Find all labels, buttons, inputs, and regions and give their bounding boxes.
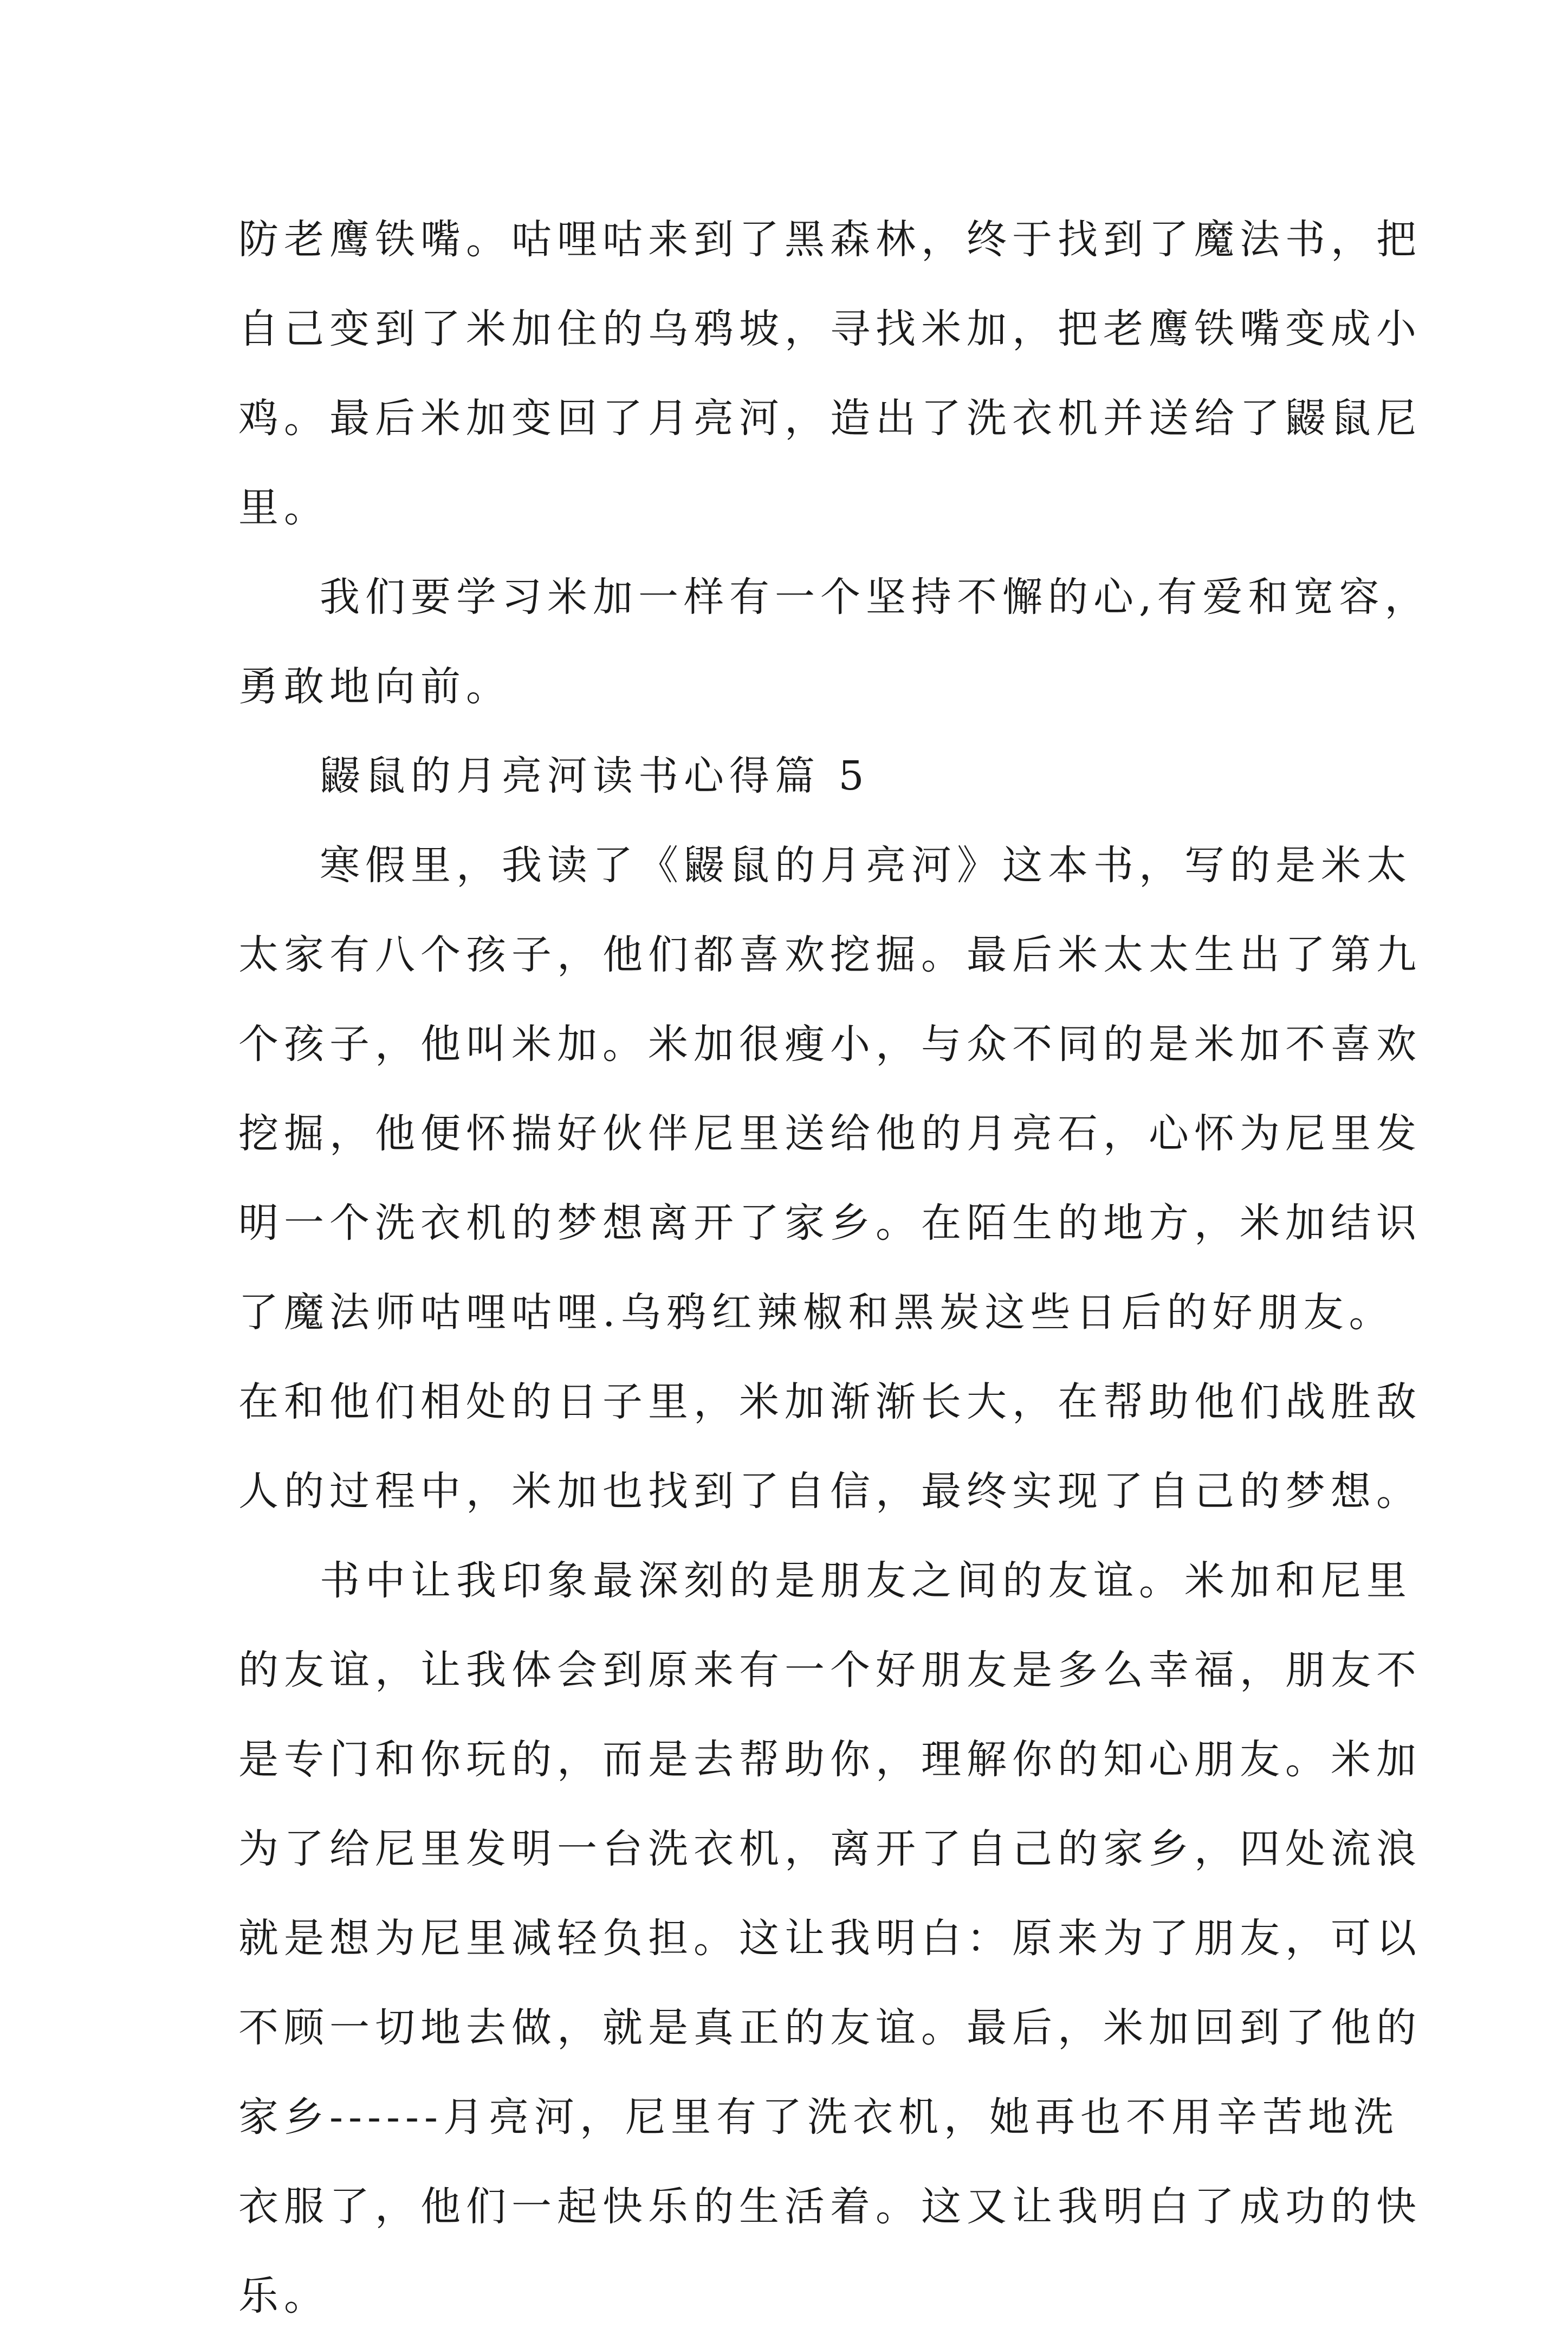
text-line: 的友谊，让我体会到原来有一个好朋友是多么幸福，朋友不 xyxy=(238,1647,1422,1693)
text-line: 在和他们相处的日子里，米加渐渐长大，在帮助他们战胜敌 xyxy=(238,1379,1422,1425)
text-line: 是专门和你玩的，而是去帮助你，理解你的知心朋友。米加 xyxy=(238,1736,1422,1783)
text-line: 太家有八个孩子，他们都喜欢挖掘。最后米太太生出了第九 xyxy=(238,932,1422,978)
text-line: 家乡------月亮河，尼里有了洗衣机，她再也不用辛苦地洗 xyxy=(238,2094,1399,2140)
text-line: 挖掘，他便怀揣好伙伴尼里送给他的月亮石，心怀为尼里发 xyxy=(238,1110,1422,1157)
text-line: 为了给尼里发明一台洗衣机，离开了自己的家乡，四处流浪 xyxy=(238,1826,1422,1872)
text-line: 里。 xyxy=(238,484,329,531)
text-line: 人的过程中，米加也找到了自信，最终实现了自己的梦想。 xyxy=(238,1468,1422,1515)
text-line: 衣服了，他们一起快乐的生活着。这又让我明白了成功的快 xyxy=(238,2183,1422,2230)
text-line: 个孩子，他叫米加。米加很瘦小，与众不同的是米加不喜欢 xyxy=(238,1021,1422,1068)
text-line: 鸡。最后米加变回了月亮河，造出了洗衣机并送给了鼹鼠尼 xyxy=(238,395,1422,442)
text-line: 寒假里，我读了《鼹鼠的月亮河》这本书，写的是米太 xyxy=(320,842,1412,889)
text-line: 自己变到了米加住的乌鸦坡，寻找米加，把老鹰铁嘴变成小 xyxy=(238,306,1422,352)
text-line: 我们要学习米加一样有一个坚持不懈的心,有爱和宽容， xyxy=(320,574,1430,620)
text-line: 就是想为尼里减轻负担。这让我明白：原来为了朋友，可以 xyxy=(238,1915,1422,1962)
section-heading: 鼹鼠的月亮河读书心得篇 5 xyxy=(320,753,870,799)
text-line: 乐。 xyxy=(238,2273,329,2319)
document-body xyxy=(238,195,1430,2341)
text-line: 勇敢地向前。 xyxy=(238,663,511,710)
text-line: 防老鹰铁嘴。咕哩咕来到了黑森林，终于找到了魔法书，把 xyxy=(238,216,1422,263)
text-line: 明一个洗衣机的梦想离开了家乡。在陌生的地方，米加结识 xyxy=(238,1200,1422,1246)
text-line: 书中让我印象最深刻的是朋友之间的友谊。米加和尼里 xyxy=(320,1557,1412,1604)
text-line: 不顾一切地去做，就是真正的友谊。最后，米加回到了他的 xyxy=(238,2004,1422,2051)
text-line: 了魔法师咕哩咕哩.乌鸦红辣椒和黑炭这些日后的好朋友。 xyxy=(238,1289,1395,1336)
